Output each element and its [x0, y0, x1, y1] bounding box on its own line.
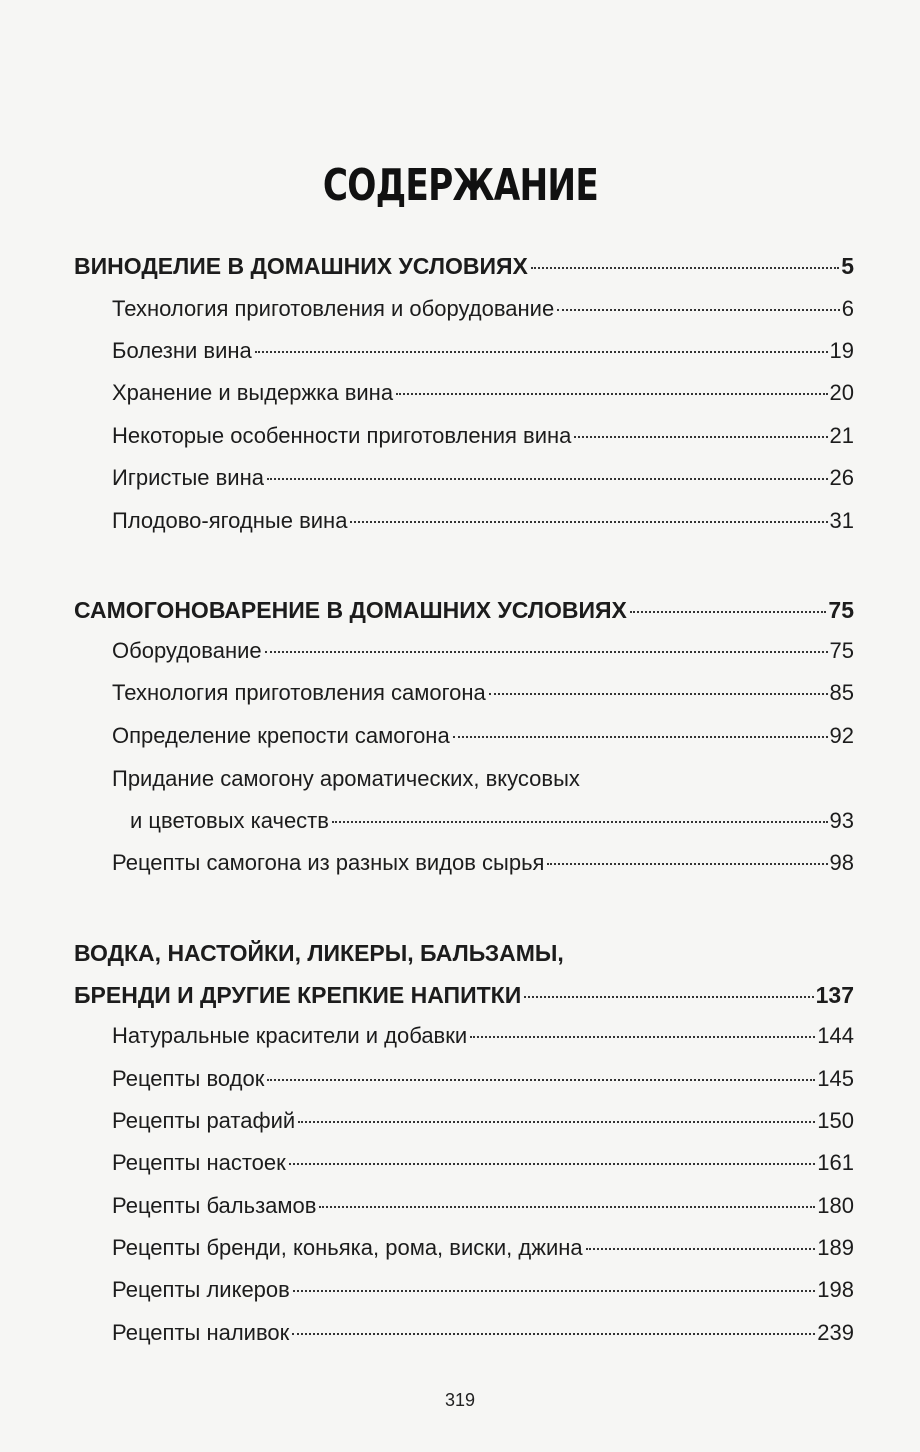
- toc-entry-first-line: [112, 765, 580, 793]
- toc-entry-label: Технология приготовления и оборудование: [112, 296, 555, 321]
- toc-entry: [112, 1276, 854, 1304]
- toc-page-number: 239: [817, 1320, 854, 1345]
- toc-entry-label: Определение крепости самогона: [112, 723, 450, 748]
- toc-section-title: ВОДКА, НАСТОЙКИ, ЛИКЕРЫ, БАЛЬЗАМЫ,: [74, 940, 564, 966]
- toc-entry-label: Хранение и выдержка вина: [112, 380, 394, 405]
- page-title: СОДЕРЖАНИЕ: [322, 160, 599, 211]
- toc-page-number: 161: [817, 1150, 854, 1175]
- toc-entry: [112, 849, 854, 877]
- toc-page-number: 75: [829, 638, 854, 663]
- toc-section-spirits: [74, 981, 854, 1009]
- toc-page-number: 150: [817, 1108, 854, 1133]
- toc-entry-label: Рецепты бренди, коньяка, рома, виски, джина: [112, 1235, 583, 1260]
- toc-page-number: 189: [817, 1235, 854, 1260]
- toc-page-number: 31: [829, 508, 854, 533]
- leader-dots: [489, 693, 828, 695]
- toc-entry-continuation: [130, 807, 854, 835]
- leader-dots: [547, 863, 827, 865]
- toc-entry-label: Рецепты настоек: [112, 1150, 286, 1175]
- toc-section-title: САМОГОНОВАРЕНИЕ В ДОМАШНИХ УСЛОВИЯХ: [74, 597, 627, 623]
- leader-dots: [531, 267, 839, 269]
- leader-dots: [265, 651, 828, 653]
- toc-entry: [112, 1107, 854, 1135]
- leader-dots: [586, 1248, 816, 1250]
- toc-page-number: 144: [817, 1023, 854, 1048]
- toc-entry: [112, 637, 854, 665]
- toc-entry: [112, 464, 854, 492]
- toc-entry: [112, 1065, 854, 1093]
- leader-dots: [298, 1121, 815, 1123]
- leader-dots: [453, 736, 828, 738]
- toc-entry-label: Болезни вина: [112, 338, 252, 363]
- toc-section-distilling: [74, 596, 854, 624]
- leader-dots: [332, 821, 828, 823]
- toc-section-winemaking: [74, 252, 854, 280]
- toc-entry: [112, 379, 854, 407]
- leader-dots: [292, 1333, 815, 1335]
- toc-entry-label: Некоторые особенности приготовления вина: [112, 423, 572, 448]
- leader-dots: [255, 351, 828, 353]
- toc-entry-label-cont: и цветовых качеств: [130, 808, 329, 833]
- toc-entry-label: Придание самогону ароматических, вкусовых: [112, 766, 580, 791]
- toc-section-title: ВИНОДЕЛИЕ В ДОМАШНИХ УСЛОВИЯХ: [74, 253, 528, 279]
- toc-entry-label: Рецепты самогона из разных видов сырья: [112, 850, 545, 875]
- toc-page-number: 6: [841, 296, 854, 321]
- toc-page-number: 19: [829, 338, 854, 363]
- toc-page-number: 145: [817, 1066, 854, 1091]
- toc-entry: [112, 507, 854, 535]
- leader-dots: [630, 611, 827, 613]
- toc-entry-label: Плодово-ягодные вина: [112, 508, 348, 533]
- toc-section-title-cont: БРЕНДИ И ДРУГИЕ КРЕПКИЕ НАПИТКИ: [74, 982, 522, 1008]
- toc-page-number: 20: [829, 380, 854, 405]
- toc-entry-label: Оборудование: [112, 638, 262, 663]
- toc-entry-label: Рецепты ратафий: [112, 1108, 296, 1133]
- leader-dots: [293, 1290, 815, 1292]
- toc-entry: [112, 337, 854, 365]
- leader-dots: [470, 1036, 815, 1038]
- leader-dots: [289, 1163, 816, 1165]
- toc-page-number: 180: [817, 1193, 854, 1218]
- toc-entry: [112, 1022, 854, 1050]
- toc-entry: [112, 722, 854, 750]
- leader-dots: [267, 1079, 815, 1081]
- toc-entry: [112, 422, 854, 450]
- toc-page-number: 26: [829, 465, 854, 490]
- toc-entry: [112, 1234, 854, 1262]
- toc-entry-label: Рецепты водок: [112, 1066, 265, 1091]
- leader-dots: [396, 393, 827, 395]
- toc-entry: [112, 1149, 854, 1177]
- toc-page-number: 5: [841, 253, 854, 279]
- toc-entry: [112, 1192, 854, 1220]
- toc-page-number: 198: [817, 1277, 854, 1302]
- leader-dots: [524, 996, 813, 998]
- leader-dots: [557, 309, 840, 311]
- toc-entry-label: Рецепты ликеров: [112, 1277, 290, 1302]
- leader-dots: [350, 521, 827, 523]
- toc-page-number: 75: [828, 597, 854, 623]
- toc-page-number: 85: [829, 680, 854, 705]
- leader-dots: [574, 436, 827, 438]
- toc-page-number: 92: [829, 723, 854, 748]
- toc-entry: [112, 295, 854, 323]
- toc-entry-label: Технология приготовления самогона: [112, 680, 486, 705]
- toc-page-number: 21: [829, 423, 854, 448]
- toc-entry-label: Игристые вина: [112, 465, 264, 490]
- toc-entry: [112, 679, 854, 707]
- toc-page-number: 137: [815, 982, 854, 1008]
- toc-entry-label: Рецепты наливок: [112, 1320, 290, 1345]
- toc-entry: [112, 1319, 854, 1347]
- page-number-footer: 319: [444, 1390, 476, 1410]
- toc-entry-label: Натуральные красители и добавки: [112, 1023, 468, 1048]
- toc-entry-label: Рецепты бальзамов: [112, 1193, 317, 1218]
- toc-section-spirits-first-line: [74, 939, 564, 967]
- leader-dots: [319, 1206, 815, 1208]
- toc-page-number: 93: [829, 808, 854, 833]
- toc-page-number: 98: [829, 850, 854, 875]
- leader-dots: [267, 478, 828, 480]
